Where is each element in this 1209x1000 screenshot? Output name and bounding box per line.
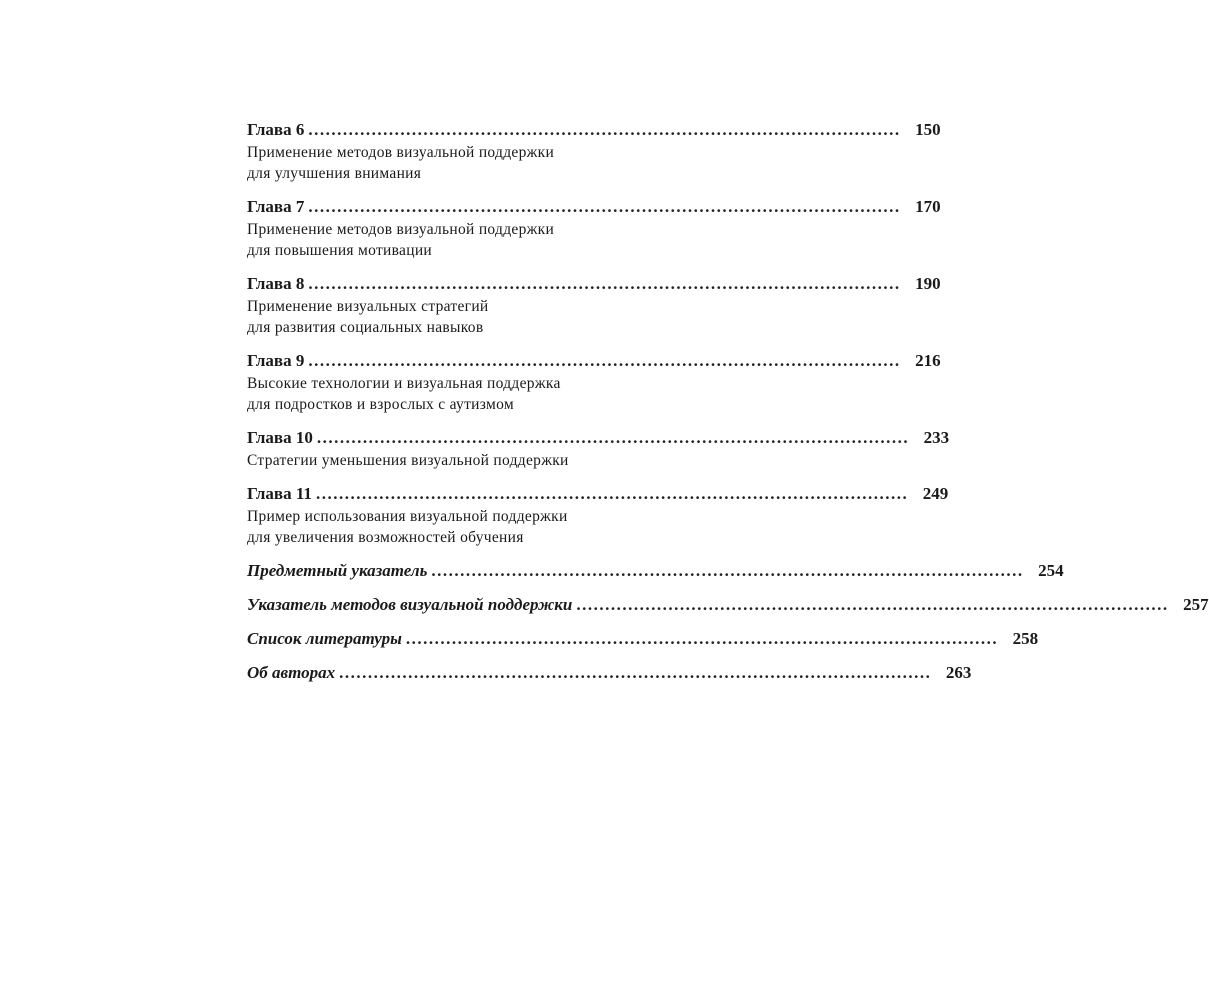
chapter-description-line: для улучшения внимания (247, 165, 422, 182)
dot-leader: ....................................................................................................... (576, 595, 1169, 614)
dot-leader: ....................................................................................................... (308, 351, 901, 370)
dot-leader: ....................................................................................................... (316, 428, 910, 447)
chapter-label: Глава 10 (247, 428, 313, 447)
chapter-description-line: для увеличения возможностей обучения (247, 529, 524, 546)
chapter-description-line: Применение методов визуальной поддержки (247, 221, 555, 238)
toc-entry-chapter-6[interactable] (247, 118, 941, 184)
toc-entry-methods-index[interactable] (247, 593, 1209, 617)
page-number: 263 (945, 663, 972, 682)
page-number: 216 (915, 351, 941, 370)
toc-entry-about-authors[interactable] (247, 661, 972, 685)
page-number: 258 (1012, 629, 1039, 648)
page-number: 254 (1038, 561, 1064, 580)
chapter-description (247, 296, 769, 338)
chapter-description-line: для развития социальных навыков (247, 319, 484, 336)
chapter-description-line: Высокие технологии и визуальная поддержка (247, 375, 561, 392)
toc-entry-chapter-11[interactable] (247, 482, 949, 548)
chapter-description (247, 450, 769, 471)
dot-leader: ....................................................................................................... (339, 663, 932, 682)
section-label: Об авторах (247, 663, 336, 682)
chapter-label: Глава 9 (247, 351, 305, 370)
page-number: 170 (915, 197, 941, 216)
page-number: 233 (923, 428, 950, 447)
chapter-description-line: для повышения мотивации (247, 242, 433, 259)
toc-entry-chapter-7[interactable] (247, 195, 941, 261)
section-label: Указатель методов визуальной поддержки (247, 595, 573, 614)
section-label: Список литературы (247, 629, 402, 648)
chapter-description-line: Пример использования визуальной поддержки (247, 508, 568, 525)
toc-entry-chapter-10[interactable] (247, 426, 950, 471)
chapter-description (247, 219, 769, 261)
dot-leader: ....................................................................................................... (308, 197, 901, 216)
chapter-label: Глава 11 (247, 484, 312, 503)
toc-entry-chapter-8[interactable] (247, 272, 941, 338)
chapter-description (247, 142, 769, 184)
dot-leader: ....................................................................................................... (431, 561, 1024, 580)
toc-entry-subject-index[interactable] (247, 559, 1064, 583)
chapter-description-line: для подростков и взрослых с аутизмом (247, 396, 514, 413)
dot-leader: ....................................................................................................... (308, 120, 901, 139)
chapter-description-line: Применение методов визуальной поддержки (247, 144, 555, 161)
toc-entry-chapter-9[interactable] (247, 349, 941, 415)
chapter-label: Глава 8 (247, 274, 305, 293)
page-number: 190 (915, 274, 941, 293)
chapter-description-line: Применение визуальных стратегий (247, 298, 489, 315)
dot-leader: ....................................................................................................... (405, 629, 999, 648)
chapter-label: Глава 6 (247, 120, 305, 139)
dot-leader: ....................................................................................................... (308, 274, 901, 293)
chapter-description (247, 506, 769, 548)
chapter-description (247, 373, 769, 415)
chapter-label: Глава 7 (247, 197, 305, 216)
toc-entry-references[interactable] (247, 627, 1039, 651)
page-number: 249 (922, 484, 949, 503)
page-number: 150 (915, 120, 941, 139)
dot-leader: ....................................................................................................... (315, 484, 909, 503)
section-label: Предметный указатель (247, 561, 428, 580)
page-number: 257 (1183, 595, 1209, 614)
chapter-description-line: Стратегии уменьшения визуальной поддержки (247, 452, 569, 469)
table-of-contents (247, 118, 1209, 685)
